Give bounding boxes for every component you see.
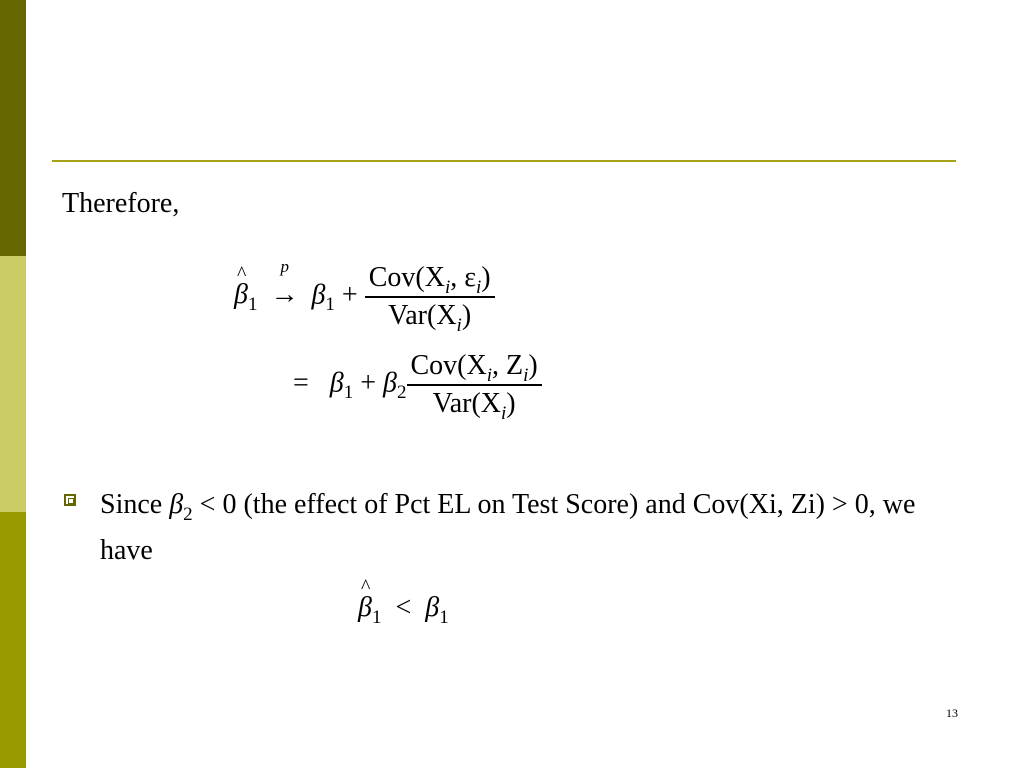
left-band-bottom [0, 512, 26, 768]
title-divider [52, 160, 956, 162]
beta-hat-1: ^ β [234, 279, 248, 311]
bullet-text: Since $\beta_2 < 0$ (the effect of Pct EL on Test Score) and Cov(Xi, Zi) > 0, we have [100, 489, 916, 566]
equation-line-1: ^ $\beta_1$ p → $\beta_1$ + $\frac{Cov(X_i, \varepsilon_i)}{Var(X_i)}$ [234, 262, 495, 332]
fraction-cov-z: $\frac{Cov(X_i, Z_i)}{Var(X_i)}$ [407, 350, 542, 420]
intro-text: Therefore, [62, 188, 180, 219]
bullet-square-icon [64, 494, 76, 506]
equation-line-2: = $\beta_1 + \beta_2$ $\frac{Cov(X_i, Z_i)}{Var(X_i)}$ [293, 350, 542, 420]
convergence-arrow: p → [270, 257, 299, 311]
conclusion-inequality: ^ $\beta_1 < \beta_1$ [358, 592, 449, 624]
page-number: 13 [946, 706, 958, 720]
left-band-top [0, 0, 26, 256]
left-band-middle [0, 256, 26, 512]
fraction-cov-eps: $\frac{Cov(X_i, \varepsilon_i)}{Var(X_i)}$ [365, 262, 495, 332]
